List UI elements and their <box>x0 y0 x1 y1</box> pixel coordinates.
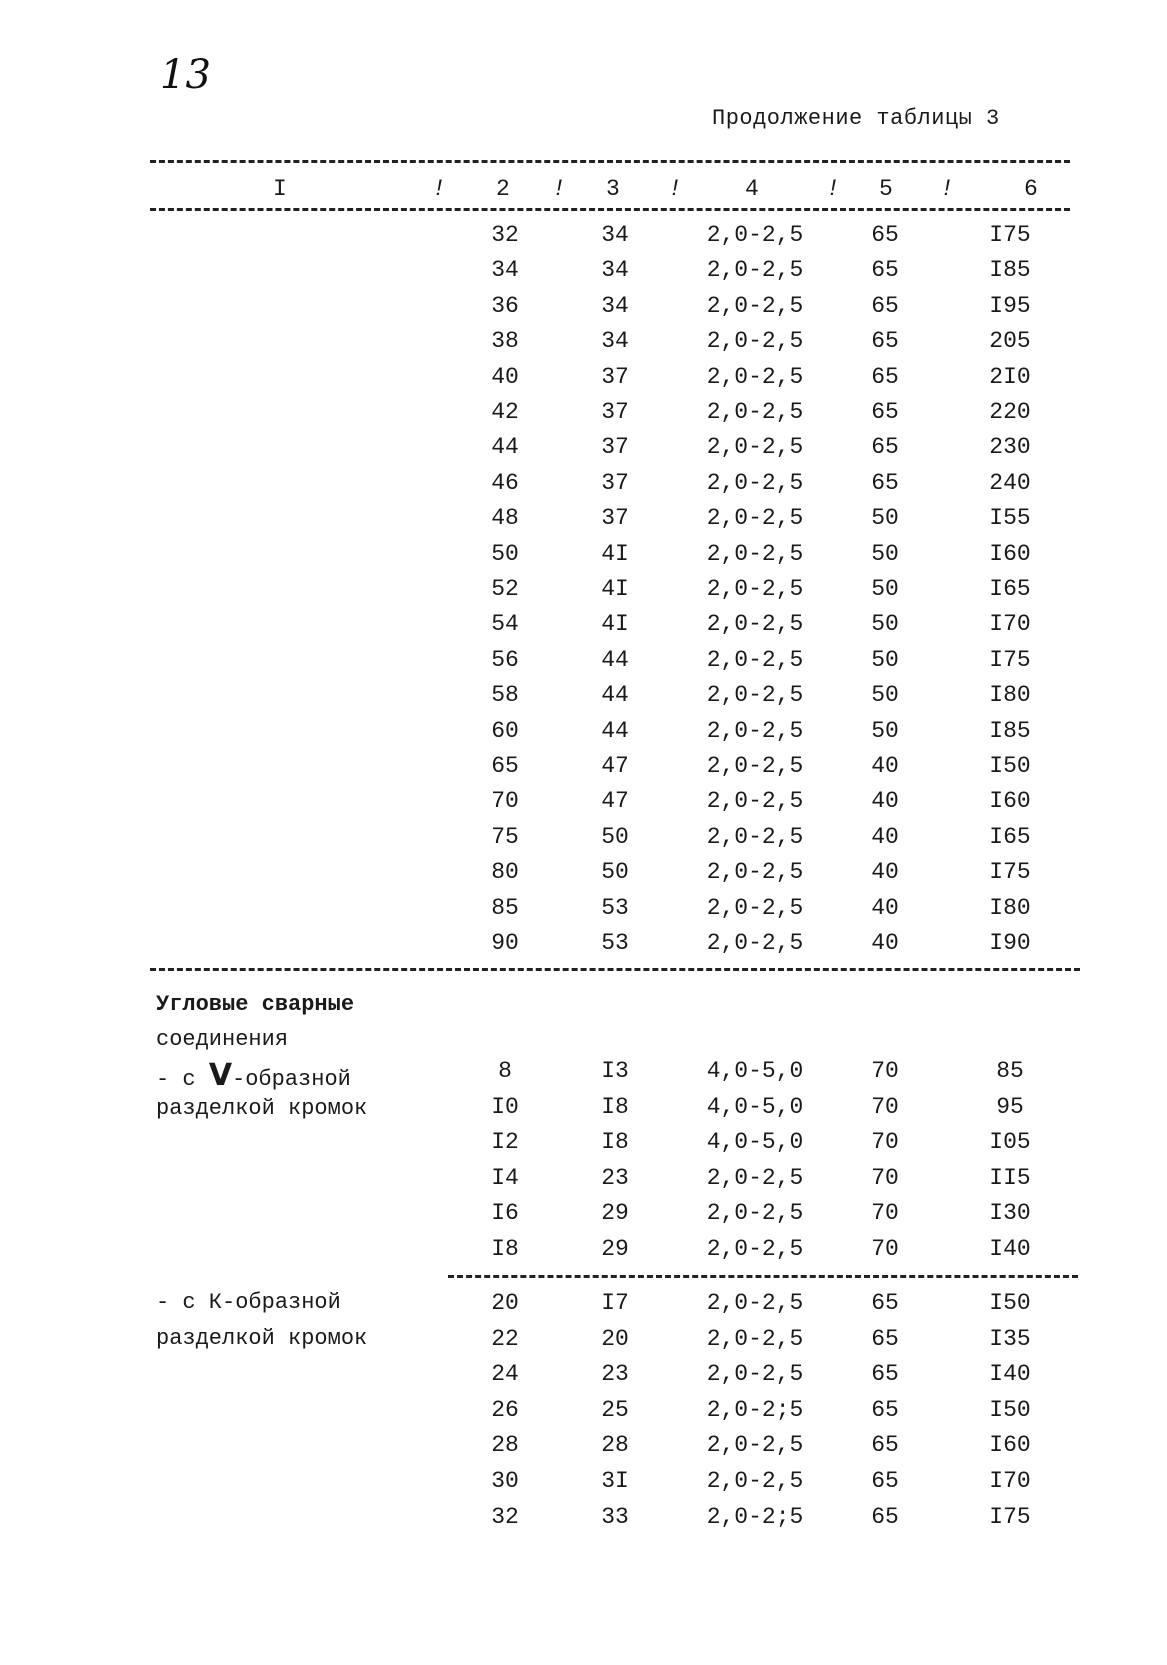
table-cell-col-5: 40 <box>871 859 899 886</box>
table-cell-col-6: I65 <box>989 823 1031 850</box>
table-cell-col-5: 65 <box>871 292 899 319</box>
table-cell-col-6: I35 <box>989 1325 1031 1352</box>
header-col-6: 6 <box>1024 176 1038 202</box>
table-cell-col-6: 85 <box>996 1058 1024 1084</box>
header-separator: ! <box>940 176 954 202</box>
table-cell-col-2: 8 <box>498 1058 512 1084</box>
table-cell-col-2: 60 <box>491 717 519 744</box>
header-col-4: 4 <box>745 176 759 202</box>
table-cell-col-3: I7 <box>601 1290 629 1316</box>
table-cell-col-6: I70 <box>989 1468 1031 1494</box>
table-cell-col-2: 40 <box>491 363 519 390</box>
table-cell-col-5: 50 <box>871 576 899 602</box>
table-cell-col-5: 65 <box>871 1325 899 1352</box>
table-row <box>0 293 1167 329</box>
table-cell-col-3: 50 <box>601 823 629 850</box>
table-cell-col-2: 22 <box>491 1325 519 1352</box>
table-cell-col-3: 34 <box>601 292 629 319</box>
v-groove-suffix: -образной <box>232 1067 351 1092</box>
table-cell-col-5: 70 <box>871 1093 899 1120</box>
table-row <box>0 1468 1167 1504</box>
table-cell-col-5: 65 <box>871 222 899 248</box>
table-cell-col-6: I60 <box>989 1432 1031 1459</box>
table-cell-col-2: 30 <box>491 1468 519 1494</box>
table-row <box>0 1236 1167 1272</box>
table-cell-col-6: I55 <box>989 505 1031 532</box>
table-cell-col-4: 2,0-2,5 <box>706 1325 804 1352</box>
table-cell-col-3: 33 <box>601 1503 629 1530</box>
table-cell-col-4: 2,0-2,5 <box>706 363 804 390</box>
table-cell-col-4: 2,0-2,5 <box>706 1361 804 1388</box>
table-cell-col-4: 4,0-5,0 <box>706 1093 804 1120</box>
table-cell-col-3: 34 <box>601 328 629 355</box>
table-cell-col-5: 65 <box>871 363 899 390</box>
table-cell-col-2: 56 <box>491 646 519 673</box>
table-cell-col-4: 2,0-2,5 <box>706 257 804 284</box>
table-cell-col-4: 2,0-2,5 <box>706 222 804 248</box>
table-cell-col-6: I75 <box>989 222 1031 248</box>
table-cell-col-2: 58 <box>491 682 519 709</box>
table-cell-col-6: I50 <box>989 1396 1031 1423</box>
table-row <box>0 1504 1167 1540</box>
table-row <box>0 434 1167 470</box>
header-col-3: 3 <box>606 176 620 202</box>
table-cell-col-6: I95 <box>989 292 1031 319</box>
k-groove-label: - с К-образной <box>156 1290 341 1315</box>
header-separator: ! <box>826 176 840 202</box>
k-groove-label-line2: разделкой кромок <box>156 1326 368 1351</box>
table-cell-col-2: 26 <box>491 1396 519 1423</box>
table-cell-col-3: 4I <box>601 540 629 567</box>
table-cell-col-5: 70 <box>871 1058 899 1084</box>
table-cell-col-4: 2,0-2,5 <box>706 1236 804 1262</box>
table-cell-col-4: 2,0-2,5 <box>706 1164 804 1191</box>
table-cell-col-6: I40 <box>989 1236 1031 1262</box>
table-row <box>0 859 1167 895</box>
table-cell-col-4: 2,0-2,5 <box>706 1432 804 1459</box>
table-cell-col-4: 2,0-2,5 <box>706 930 804 956</box>
table-row <box>0 647 1167 683</box>
table-cell-col-2: 32 <box>491 1503 519 1530</box>
table-cell-col-5: 65 <box>871 1396 899 1423</box>
table-cell-col-3: 53 <box>601 894 629 921</box>
header-col-5: 5 <box>879 176 893 202</box>
table-cell-col-3: 47 <box>601 788 629 815</box>
table-cell-col-6: I80 <box>989 682 1031 709</box>
table-cell-col-5: 50 <box>871 540 899 567</box>
table-cell-col-3: 37 <box>601 469 629 496</box>
section-2-title: Угловые сварные <box>156 992 355 1017</box>
table-row <box>0 576 1167 612</box>
table-cell-col-6: I75 <box>989 646 1031 673</box>
table-cell-col-4: 4,0-5,0 <box>706 1129 804 1156</box>
table-cell-col-2: 42 <box>491 399 519 425</box>
header-top-rule <box>150 160 1070 163</box>
header-bottom-rule <box>150 208 1070 211</box>
table-cell-col-4: 2,0-2,5 <box>706 823 804 850</box>
table-cell-col-6: I60 <box>989 540 1031 567</box>
table-cell-col-4: 2,0-2,5 <box>706 611 804 638</box>
table-cell-col-3: 53 <box>601 930 629 956</box>
table-cell-col-3: 37 <box>601 434 629 461</box>
v-groove-prefix: - с <box>156 1067 209 1092</box>
table-cell-col-3: 29 <box>601 1200 629 1227</box>
table-cell-col-6: I85 <box>989 717 1031 744</box>
table-cell-col-4: 2,0-2,5 <box>706 399 804 425</box>
table-cell-col-3: I3 <box>601 1058 629 1084</box>
table-cell-col-4: 2,0-2,5 <box>706 717 804 744</box>
table-row <box>0 611 1167 647</box>
table-cell-col-5: 40 <box>871 788 899 815</box>
table-cell-col-5: 65 <box>871 434 899 461</box>
table-cell-col-3: 34 <box>601 257 629 284</box>
table-cell-col-6: I90 <box>989 930 1031 956</box>
table-cell-col-6: I40 <box>989 1361 1031 1388</box>
table-cell-col-6: 240 <box>989 469 1031 496</box>
table-row <box>0 1058 1167 1094</box>
table-cell-col-2: 34 <box>491 257 519 284</box>
table-row <box>0 1094 1167 1130</box>
table-cell-col-5: 50 <box>871 611 899 638</box>
table-cell-col-4: 4,0-5,0 <box>706 1058 804 1084</box>
table-row <box>0 1326 1167 1362</box>
table-cell-col-2: 54 <box>491 611 519 638</box>
table-cell-col-6: I60 <box>989 788 1031 815</box>
table-cell-col-3: 50 <box>601 859 629 886</box>
header-col-2: 2 <box>496 176 510 202</box>
table-cell-col-3: 44 <box>601 682 629 709</box>
table-cell-col-4: 2,0-2,5 <box>706 576 804 602</box>
table-cell-col-2: I2 <box>491 1129 519 1156</box>
table-cell-col-2: 50 <box>491 540 519 567</box>
table-row <box>0 895 1167 931</box>
table-cell-col-2: 75 <box>491 823 519 850</box>
table-cell-col-6: I30 <box>989 1200 1031 1227</box>
table-cell-col-4: 2,0-2,5 <box>706 788 804 815</box>
table-cell-col-3: 47 <box>601 753 629 779</box>
table-cell-col-2: 65 <box>491 753 519 779</box>
table-cell-col-3: 4I <box>601 576 629 602</box>
table-cell-col-4: 2,0-2,5 <box>706 682 804 709</box>
table-cell-col-6: I80 <box>989 894 1031 921</box>
table-cell-col-5: 50 <box>871 505 899 532</box>
table-cell-col-5: 65 <box>871 399 899 425</box>
table-cell-col-2: 80 <box>491 859 519 886</box>
table-cell-col-4: 2,0-2,5 <box>706 328 804 355</box>
table-cell-col-6: 230 <box>989 434 1031 461</box>
table-row <box>0 1200 1167 1236</box>
header-col-1: I <box>273 176 287 202</box>
table-cell-col-4: 2,0-2,5 <box>706 753 804 779</box>
table-cell-col-2: 70 <box>491 788 519 815</box>
table-cell-col-3: 3I <box>601 1468 629 1494</box>
table-cell-col-6: I50 <box>989 753 1031 779</box>
table-cell-col-3: 37 <box>601 363 629 390</box>
table-cell-col-5: 65 <box>871 1468 899 1494</box>
table-cell-col-4: 2,0-2,5 <box>706 505 804 532</box>
table-cell-col-2: 52 <box>491 576 519 602</box>
table-cell-col-6: 220 <box>989 399 1031 425</box>
table-cell-col-6: I75 <box>989 1503 1031 1530</box>
table-cell-col-4: 2,0-2,5 <box>706 1468 804 1494</box>
section-separator <box>150 968 1080 971</box>
table-cell-col-5: 40 <box>871 753 899 779</box>
table-caption: Продолжение таблицы 3 <box>712 106 1000 131</box>
table-row <box>0 718 1167 754</box>
table-cell-col-6: 2I0 <box>989 363 1031 390</box>
table-row <box>0 505 1167 541</box>
table-cell-col-5: 65 <box>871 1361 899 1388</box>
table-row <box>0 541 1167 577</box>
k-section-separator <box>448 1275 1078 1278</box>
table-cell-col-3: 44 <box>601 646 629 673</box>
table-cell-col-2: 85 <box>491 894 519 921</box>
table-row <box>0 788 1167 824</box>
table-cell-col-4: 2,0-2,5 <box>706 469 804 496</box>
table-cell-col-6: I85 <box>989 257 1031 284</box>
table-cell-col-5: 65 <box>871 1503 899 1530</box>
table-cell-col-4: 2,0-2,5 <box>706 292 804 319</box>
table-cell-col-2: I8 <box>491 1236 519 1262</box>
table-row <box>0 682 1167 718</box>
table-cell-col-6: I65 <box>989 576 1031 602</box>
table-cell-col-3: 4I <box>601 611 629 638</box>
table-cell-col-4: 2,0-2,5 <box>706 1200 804 1227</box>
table-cell-col-3: 20 <box>601 1325 629 1352</box>
table-row <box>0 753 1167 789</box>
table-cell-col-2: I4 <box>491 1164 519 1191</box>
table-cell-col-5: 70 <box>871 1129 899 1156</box>
table-cell-col-5: 65 <box>871 469 899 496</box>
table-row <box>0 930 1167 966</box>
table-row <box>0 1361 1167 1397</box>
table-cell-col-2: 36 <box>491 292 519 319</box>
v-groove-label-line2: разделкой кромок <box>156 1096 368 1121</box>
table-cell-col-4: 2,0-2,5 <box>706 434 804 461</box>
table-cell-col-3: 29 <box>601 1236 629 1262</box>
table-row <box>0 1165 1167 1201</box>
table-cell-col-4: 2,0-2;5 <box>706 1396 804 1423</box>
table-cell-col-5: 40 <box>871 823 899 850</box>
table-cell-col-3: 25 <box>601 1396 629 1423</box>
table-row <box>0 257 1167 293</box>
table-cell-col-5: 70 <box>871 1164 899 1191</box>
table-cell-col-5: 65 <box>871 328 899 355</box>
header-separator: ! <box>552 176 566 202</box>
table-cell-col-6: I50 <box>989 1290 1031 1316</box>
table-cell-col-3: 28 <box>601 1432 629 1459</box>
table-cell-col-3: I8 <box>601 1129 629 1156</box>
table-cell-col-5: 65 <box>871 1290 899 1316</box>
table-row <box>0 328 1167 364</box>
table-row <box>0 1290 1167 1326</box>
table-cell-col-5: 50 <box>871 682 899 709</box>
table-cell-col-5: 65 <box>871 1432 899 1459</box>
table-cell-col-2: 32 <box>491 222 519 248</box>
table-cell-col-3: I8 <box>601 1093 629 1120</box>
table-cell-col-6: II5 <box>989 1164 1031 1191</box>
table-cell-col-2: 44 <box>491 434 519 461</box>
table-row <box>0 399 1167 435</box>
table-row <box>0 364 1167 400</box>
section-2-subtitle: соединения <box>156 1027 289 1052</box>
table-cell-col-2: 24 <box>491 1361 519 1388</box>
table-cell-col-5: 65 <box>871 257 899 284</box>
table-cell-col-4: 2,0-2;5 <box>706 1503 804 1530</box>
table-cell-col-2: 90 <box>491 930 519 956</box>
table-cell-col-5: 70 <box>871 1236 899 1262</box>
table-cell-col-3: 37 <box>601 399 629 425</box>
table-cell-col-6: I05 <box>989 1129 1031 1156</box>
table-cell-col-4: 2,0-2,5 <box>706 894 804 921</box>
table-cell-col-3: 23 <box>601 1361 629 1388</box>
table-cell-col-3: 23 <box>601 1164 629 1191</box>
table-row <box>0 1397 1167 1433</box>
table-cell-col-4: 2,0-2,5 <box>706 1290 804 1316</box>
table-row <box>0 1432 1167 1468</box>
table-cell-col-6: 95 <box>996 1093 1024 1120</box>
table-row <box>0 824 1167 860</box>
table-cell-col-3: 44 <box>601 717 629 744</box>
table-cell-col-6: I70 <box>989 611 1031 638</box>
table-cell-col-4: 2,0-2,5 <box>706 540 804 567</box>
table-cell-col-2: 46 <box>491 469 519 496</box>
table-cell-col-2: 38 <box>491 328 519 355</box>
table-cell-col-2: I6 <box>491 1200 519 1227</box>
header-separator: ! <box>668 176 682 202</box>
table-cell-col-5: 40 <box>871 894 899 921</box>
table-cell-col-2: 48 <box>491 505 519 532</box>
table-cell-col-6: 205 <box>989 328 1031 355</box>
table-cell-col-2: I0 <box>491 1093 519 1120</box>
table-cell-col-5: 50 <box>871 646 899 673</box>
table-row <box>0 222 1167 258</box>
table-cell-col-5: 70 <box>871 1200 899 1227</box>
table-cell-col-3: 37 <box>601 505 629 532</box>
v-groove-symbol: V <box>208 1058 233 1093</box>
table-row <box>0 470 1167 506</box>
table-cell-col-3: 34 <box>601 222 629 248</box>
table-cell-col-5: 40 <box>871 930 899 956</box>
table-cell-col-2: 28 <box>491 1432 519 1459</box>
table-cell-col-2: 20 <box>491 1290 519 1316</box>
table-cell-col-4: 2,0-2,5 <box>706 859 804 886</box>
table-cell-col-5: 50 <box>871 717 899 744</box>
page-number: 13 <box>160 52 211 98</box>
table-cell-col-4: 2,0-2,5 <box>706 646 804 673</box>
header-separator: ! <box>432 176 446 202</box>
table-cell-col-6: I75 <box>989 859 1031 886</box>
table-row <box>0 1129 1167 1165</box>
